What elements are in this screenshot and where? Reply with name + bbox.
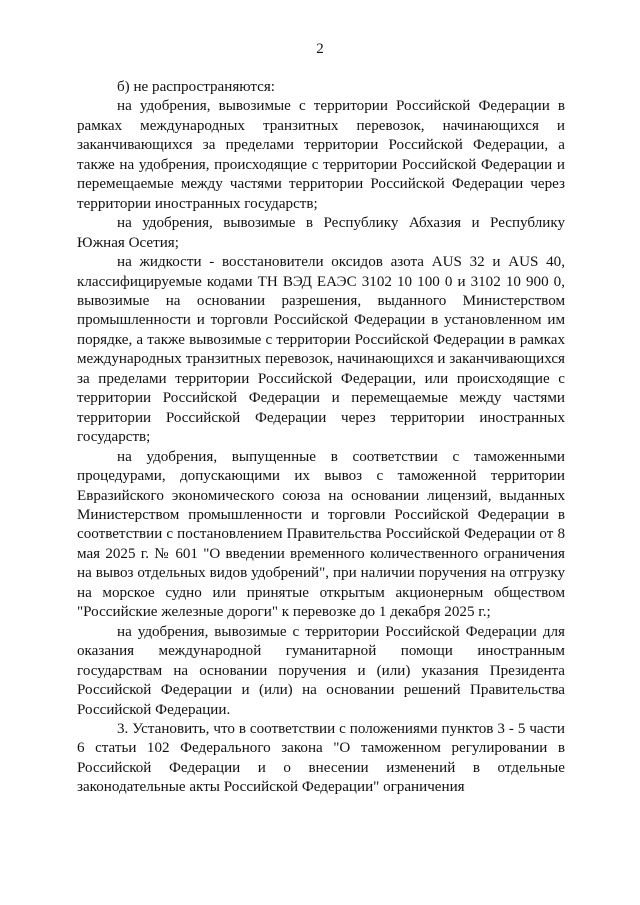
paragraph-1-not-applicable-header: б) не распространяются: — [117, 79, 275, 95]
paragraph-4-aus-liquids: на жидкости - восстановители оксидов азота AUS 32 и AUS 40, классифицируемые кодами ТН ВЭД ЕАЭС 3102 10 100 0 и 3102 10 900 0, вывозимые на основании разрешения, выданного Министерством промышленности и торговли Российской Федерации в установленном им порядке, а также вывозимые с территории Российской Федерации в рамках международных транзитных перевозок, начинающихся и заканчивающихся за пределами территории Российской Федерации, или происходящие с территории Российской Федерации и перемещаемые между частями территории Российской Федерации через территории иностранных государств; — [77, 254, 565, 446]
paragraph-7-item-3: 3. Установить, что в соответствии с положениями пунктов 3 - 5 части 6 статьи 102 Федерального закона "О таможенном регулировании в Российской Федерации и о внесении изменений в отдельные законодательные акты Российской Федерации" ограничения — [77, 720, 565, 796]
page-number: 2 — [316, 41, 324, 57]
paragraph-5-licensed-fertilizers: на удобрения, выпущенные в соответствии с таможенными процедурами, допускающими их вывоз с таможенной территории Евразийского экономического союза на основании лицензий, выданных Министерством промышленности и торговли Российской Федерации в соответствии с постановлением Правительства Российской Федерации от 8 мая 2025 г. № 601 "О введении временного количественного ограничения на вывоз отдельных видов удобрений", при наличии поручения на отгрузку на морское судно или принятые открытым акционерным обществом "Российские железные дороги" к перевозке до 1 декабря 2025 г.; — [77, 448, 565, 621]
document-body — [77, 78, 565, 798]
paragraph-2-transit-fertilizers: на удобрения, вывозимые с территории Российской Федерации в рамках международных транзитных перевозок, начинающихся и заканчивающихся за пределами территории Российской Федерации, а также на удобрения, происходящие с территории Российской Федерации и перемещаемые между частями территории Российской Федерации через территории иностранных государств; — [77, 98, 565, 212]
paragraph-6-humanitarian-aid: на удобрения, вывозимые с территории Российской Федерации для оказания международной гуманитарной помощи иностранным государствам на основании поручения и (или) указания Президента Российской Федерации и (или) на основании решений Правительства Российской Федерации. — [77, 623, 565, 718]
paragraph-3-abkhazia-ossetia: на удобрения, вывозимые в Республику Абхазия и Республику Южная Осетия; — [77, 215, 565, 251]
